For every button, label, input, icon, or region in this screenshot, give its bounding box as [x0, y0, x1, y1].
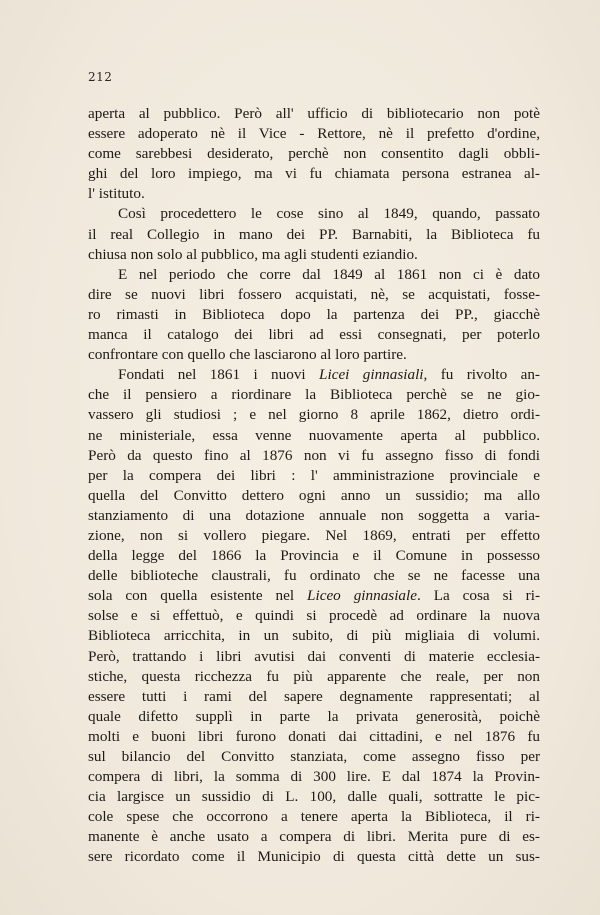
text-line: della legge del 1866 la Provincia e il Comune in possesso [88, 547, 540, 565]
text-line: l' istituto. [88, 185, 145, 203]
text-line: cia largisce un sussidio di L. 100, dalle quali, sottratte le pic- [88, 788, 540, 806]
text-line: per la compera dei libri : l' amministrazione provinciale e [88, 466, 540, 484]
text-line: quale difetto supplì in parte la privata generosità, poichè [88, 707, 540, 725]
italic-title: Licei ginnasiali [319, 366, 424, 384]
text-line: essere tutti i rami del sapere degnamente rappresentati; al [88, 687, 540, 705]
text-line: Così procedettero le cose sino al 1849, quando, passato [118, 205, 540, 223]
text-line: stiche, questa ricchezza fu più apparente che reale, per non [88, 667, 540, 685]
text-line: molti e buoni libri furono donati dai cittadini, e nel 1876 fu [88, 727, 540, 745]
text-line: manca il catalogo dei libri ad essi consegnati, per poterlo [88, 326, 540, 344]
paragraph-4 [88, 365, 540, 867]
paragraph-3 [88, 265, 540, 365]
italic-title: Liceo ginnasiale [307, 587, 417, 605]
text-line: aperta al pubblico. Però all' ufficio di bibliotecario non potè [88, 105, 540, 122]
text-line: ne ministeriale, essa venne nuovamente aperta al pubblico. [88, 426, 540, 444]
text-line: E nel periodo che corre dal 1849 al 1861 non ci è dato [118, 265, 540, 283]
text-line: Biblioteca arricchita, in un subito, di più migliaia di volumi. [88, 627, 540, 645]
text-line: manente è anche usato a compera di libri. Merita pure di es- [88, 828, 540, 846]
body-text [88, 104, 540, 868]
text-line: Però, trattando i libri avutisi dai conventi di materie ecclesia- [88, 647, 540, 665]
text-line: che il pensiero a riordinare la Biblioteca perchè se ne gio- [88, 386, 540, 404]
text-line: vassero gli studiosi ; e nel giorno 8 aprile 1862, dietro ordi- [88, 406, 540, 424]
text-line: dire se nuovi libri fossero acquistati, nè, se acquistati, fosse- [88, 285, 540, 303]
paragraph-2 [88, 204, 540, 264]
text-line: Però da questo fino al 1876 non vi fu assegno fisso di fondi [88, 446, 540, 464]
text-line: zione, non si vollero piegare. Nel 1869, entrati per effetto [88, 526, 540, 544]
text-line: il real Collegio in mano dei PP. Barnabiti, la Biblioteca fu [88, 225, 540, 243]
page-number: 212 [88, 70, 113, 84]
paragraph-1 [88, 104, 540, 204]
text-line: chiusa non solo al pubblico, ma agli studenti eziandio. [88, 245, 418, 263]
text-line: confrontare con quello che lasciarono al loro partire. [88, 346, 407, 364]
text-line: ro rimasti in Biblioteca dopo la partenza dei PP., giacchè [88, 305, 540, 323]
text-line: essere adoperato nè il Vice - Rettore, nè il prefetto d'ordine, [88, 125, 540, 143]
text-line: sul bilancio del Convitto stanziata, come assegno fisso per [88, 748, 540, 765]
text-line: ghi del loro impiego, ma vi fu chiamata persona estranea al- [88, 165, 540, 183]
text-line: sere ricordato come il Municipio di questa città dette un sus- [88, 848, 540, 866]
text-line: delle biblioteche claustrali, fu ordinato che se ne facesse una [88, 567, 540, 585]
text-line: solse e si effettuò, e quindi si procedè ad ordinare la nuova [88, 607, 540, 625]
text-line: Fondati nel 1861 i nuovi Licei ginnasiali, fu rivolto an- [118, 366, 540, 384]
text-line: come sarebbesi desiderato, perchè non consentito dagli obbli- [88, 145, 540, 163]
text-line: compera di libri, la somma di 300 lire. E dal 1874 la Provin- [88, 768, 540, 786]
text-line: cole spese che occorrono a tenere aperta la Biblioteca, il ri- [88, 808, 540, 826]
text-line: quella del Convitto dettero ogni anno un sussidio; ma allo [88, 486, 540, 504]
text-line: stanziamento di una dotazione annuale non soggetta a varia- [88, 506, 540, 524]
text-line: sola con quella esistente nel Liceo ginnasiale. La cosa si ri- [88, 587, 541, 605]
